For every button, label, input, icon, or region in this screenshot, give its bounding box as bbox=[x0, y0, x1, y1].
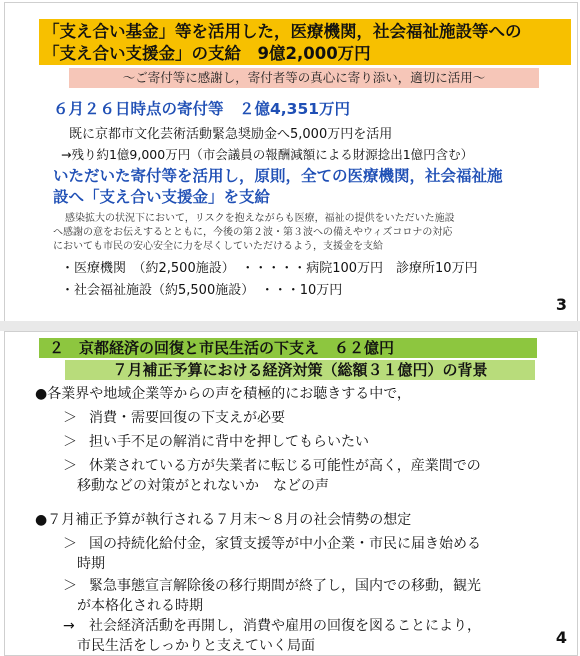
sub-item-text: 緊急事態宣言解除後の移行期間が終了し，国内での移動，観光 bbox=[89, 578, 481, 594]
chevron-icon: ＞ bbox=[63, 458, 77, 474]
sub-item-text: 休業されている方が失業者に転じる可能性が高く，産業間での bbox=[89, 458, 481, 474]
chevron-icon: ＞ bbox=[63, 410, 77, 426]
bullet-voices: ●各業界や地域企業等からの声を積極的にお聴きする中で， bbox=[35, 386, 411, 402]
chevron-icon: ＞ bbox=[63, 536, 77, 552]
sub-item bbox=[63, 576, 481, 616]
principle-line-1: いただいた寄付等を活用し，原則，全ての医療機関，社会福祉施 bbox=[53, 167, 503, 185]
already-used-text: 既に京都市文化芸術活動緊急奨励金へ5,000万円を活用 bbox=[69, 127, 393, 142]
title-line-1: 「支え合い基金」等を活用した，医療機関，社会福祉施設等への bbox=[43, 22, 522, 41]
conclusion-text: 社会経済活動を再開し，消費や雇用の回復を図ることにより， bbox=[89, 618, 481, 634]
slide-title bbox=[39, 19, 571, 65]
principle-heading bbox=[53, 166, 503, 208]
welfare-facilities-item: ・社会福祉施設（約5,500施設） ・・・10万円 bbox=[61, 283, 343, 298]
support-note bbox=[53, 212, 455, 254]
page-number: 4 bbox=[555, 628, 567, 647]
sub-item-text: 消費・需要回復の下支えが必要 bbox=[89, 410, 285, 426]
sub-item bbox=[63, 408, 285, 428]
section-subheader: ７月補正予算における経済対策（総額３１億円）の背景 bbox=[65, 360, 535, 380]
conclusion-text-cont: 市民生活をしっかりと支えていく局面 bbox=[77, 638, 315, 654]
sub-item-text: 担い手不足の解消に背中を押してもらいたい bbox=[89, 434, 369, 450]
sub-item-text-cont: が本格化される時期 bbox=[77, 598, 203, 614]
sub-item-text-cont: 移動などの対策がとれないか などの声 bbox=[77, 478, 329, 494]
remaining-text: →残り約1億9,000万円（市会議員の報酬減額による財源捻出1億円含む） bbox=[61, 147, 474, 162]
donation-heading: ６月２６日時点の寄付等 ２億4,351万円 bbox=[53, 100, 351, 118]
page-number: 3 bbox=[555, 295, 567, 314]
note-line-3: においても市民の安心安全に力を尽くしていただけるよう，支援金を支給 bbox=[53, 241, 383, 252]
slide-subtitle: ～ご寄付等に感謝し，寄付者等の真心に寄り添い，適切に活用～ bbox=[69, 68, 539, 88]
slide-separator bbox=[0, 321, 580, 331]
arrow-right-icon: → bbox=[63, 618, 75, 634]
chevron-icon: ＞ bbox=[63, 434, 77, 450]
conclusion bbox=[63, 616, 481, 656]
bullet-assumptions: ●７月補正予算が執行される７月末～８月の社会情勢の想定 bbox=[35, 512, 412, 528]
sub-item bbox=[63, 456, 481, 496]
chevron-icon: ＞ bbox=[63, 578, 77, 594]
principle-line-2: 設へ「支え合い支援金」を支給 bbox=[53, 188, 271, 206]
note-line-1: 感染拡大の状況下において，リスクを抱えながらも医療，福祉の提供をいただいた施設 bbox=[65, 213, 455, 224]
sub-item-text: 国の持続化給付金，家賃支援等が中小企業・市民に届き始める bbox=[89, 536, 481, 552]
section-header: ２ 京都経済の回復と市民生活の下支え ６２億円 bbox=[39, 338, 537, 358]
title-line-2: 「支え合い支援金」の支給 9億2,000万円 bbox=[43, 44, 371, 63]
medical-facilities-item: ・医療機関 （約2,500施設） ・・・・・病院100万円 診療所10万円 bbox=[61, 261, 478, 276]
slide-3 bbox=[4, 2, 578, 322]
sub-item bbox=[63, 432, 369, 452]
sub-item-text-cont: 時期 bbox=[77, 556, 105, 572]
note-line-2: へ感謝の意をお伝えするとともに，今後の第２波・第３波への備えやウィズコロナの対応 bbox=[53, 227, 453, 238]
slide-4 bbox=[4, 331, 578, 656]
sub-item bbox=[63, 534, 481, 574]
